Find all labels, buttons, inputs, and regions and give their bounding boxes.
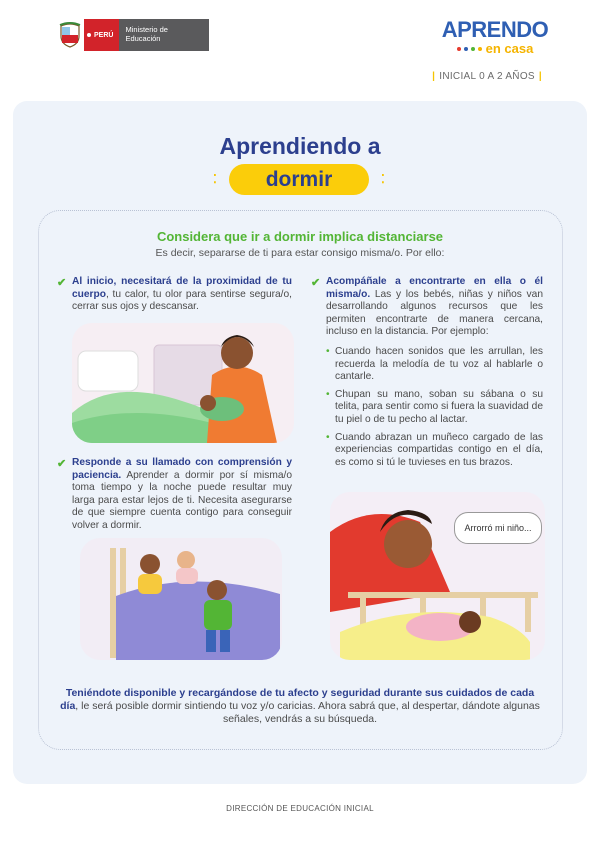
en-casa-label: en casa <box>485 41 534 56</box>
checkmark-icon: ✔ <box>311 277 321 289</box>
list-item: • Cuando hacen sonidos que les arrullan, les recuerda la melodía de tu voz al hablarle o cantarle. <box>326 346 543 384</box>
footer-label: DIRECCIÓN DE EDUCACIÓN INICIAL <box>226 804 374 813</box>
color-dots-icon <box>457 47 482 51</box>
aprendo-en-casa-logo <box>438 19 552 55</box>
mother-baby-illustration <box>72 323 294 443</box>
ministerio-label: Ministerio de Educación <box>119 19 209 51</box>
right-paragraph-1: Acompáñale a encontrarte en ella o él misma/o. Las y los bebés, niñas y niños van desarrollando algunos recursos que les permiten encontrarte de manera cercana, incluso en la distancia. Por ejemplo: <box>326 276 543 338</box>
sparkle-left-icon: ⁚ <box>213 172 217 186</box>
closing-paragraph: Teniéndote disponible y recargándose de tu afecto y seguridad durante sus cuidados de cada día, le será posible dormir sintiendo tu voz y/o caricias. Ahora sabrá que, al despertar, dándote algunas señales, vendrás a su búsqueda. <box>60 687 540 725</box>
section-intro: Es decir, separarse de ti para estar consigo misma/o. Por ello: <box>155 247 445 259</box>
list-item: • Cuando abrazan un muñeco cargado de las experiencias compartidas contigo en el día, es como si tú le tuvieses en tus brazos. <box>326 432 543 470</box>
page-title: Aprendiendo a <box>219 133 381 159</box>
list-item: • Chupan su mano, soban su sábana o su telita, para sentir como si fuera la suavidad de tu piel o de tu pecho al lactar. <box>326 389 543 427</box>
checkmark-icon: ✔ <box>57 277 67 289</box>
level-label: | INICIAL 0 A 2 AÑOS | <box>432 71 542 82</box>
minedu-logo <box>56 19 209 51</box>
left-paragraph-2: Responde a su llamado con comprensión y paciencia. Aprender a dormir por sí misma/o toma tiempo y la noche puede resultar muy larga para estar lejos de ti. Necesita asegurarse de que siempre cuenta contigo para conseguir volver a dormir. <box>72 457 292 531</box>
title-highlight: dormir <box>229 164 369 195</box>
checkmark-icon: ✔ <box>57 458 67 470</box>
children-bed-illustration <box>80 538 282 660</box>
examples-list <box>326 346 543 474</box>
section-heading: Considera que ir a dormir implica distanciarse <box>156 229 444 244</box>
speech-bubble: Arrorró mi niño... <box>454 512 542 544</box>
coat-of-arms-icon <box>56 19 84 51</box>
aprendo-title: APRENDO <box>441 17 549 42</box>
sparkle-right-icon: ⁚ <box>381 172 385 186</box>
peru-label: PERÚ <box>84 19 119 51</box>
left-paragraph-1: Al inicio, necesitará de la proximidad de tu cuerpo, tu calor, tu olor para sentirse segura/o, cerrar sus ojos y descansar. <box>72 276 292 313</box>
